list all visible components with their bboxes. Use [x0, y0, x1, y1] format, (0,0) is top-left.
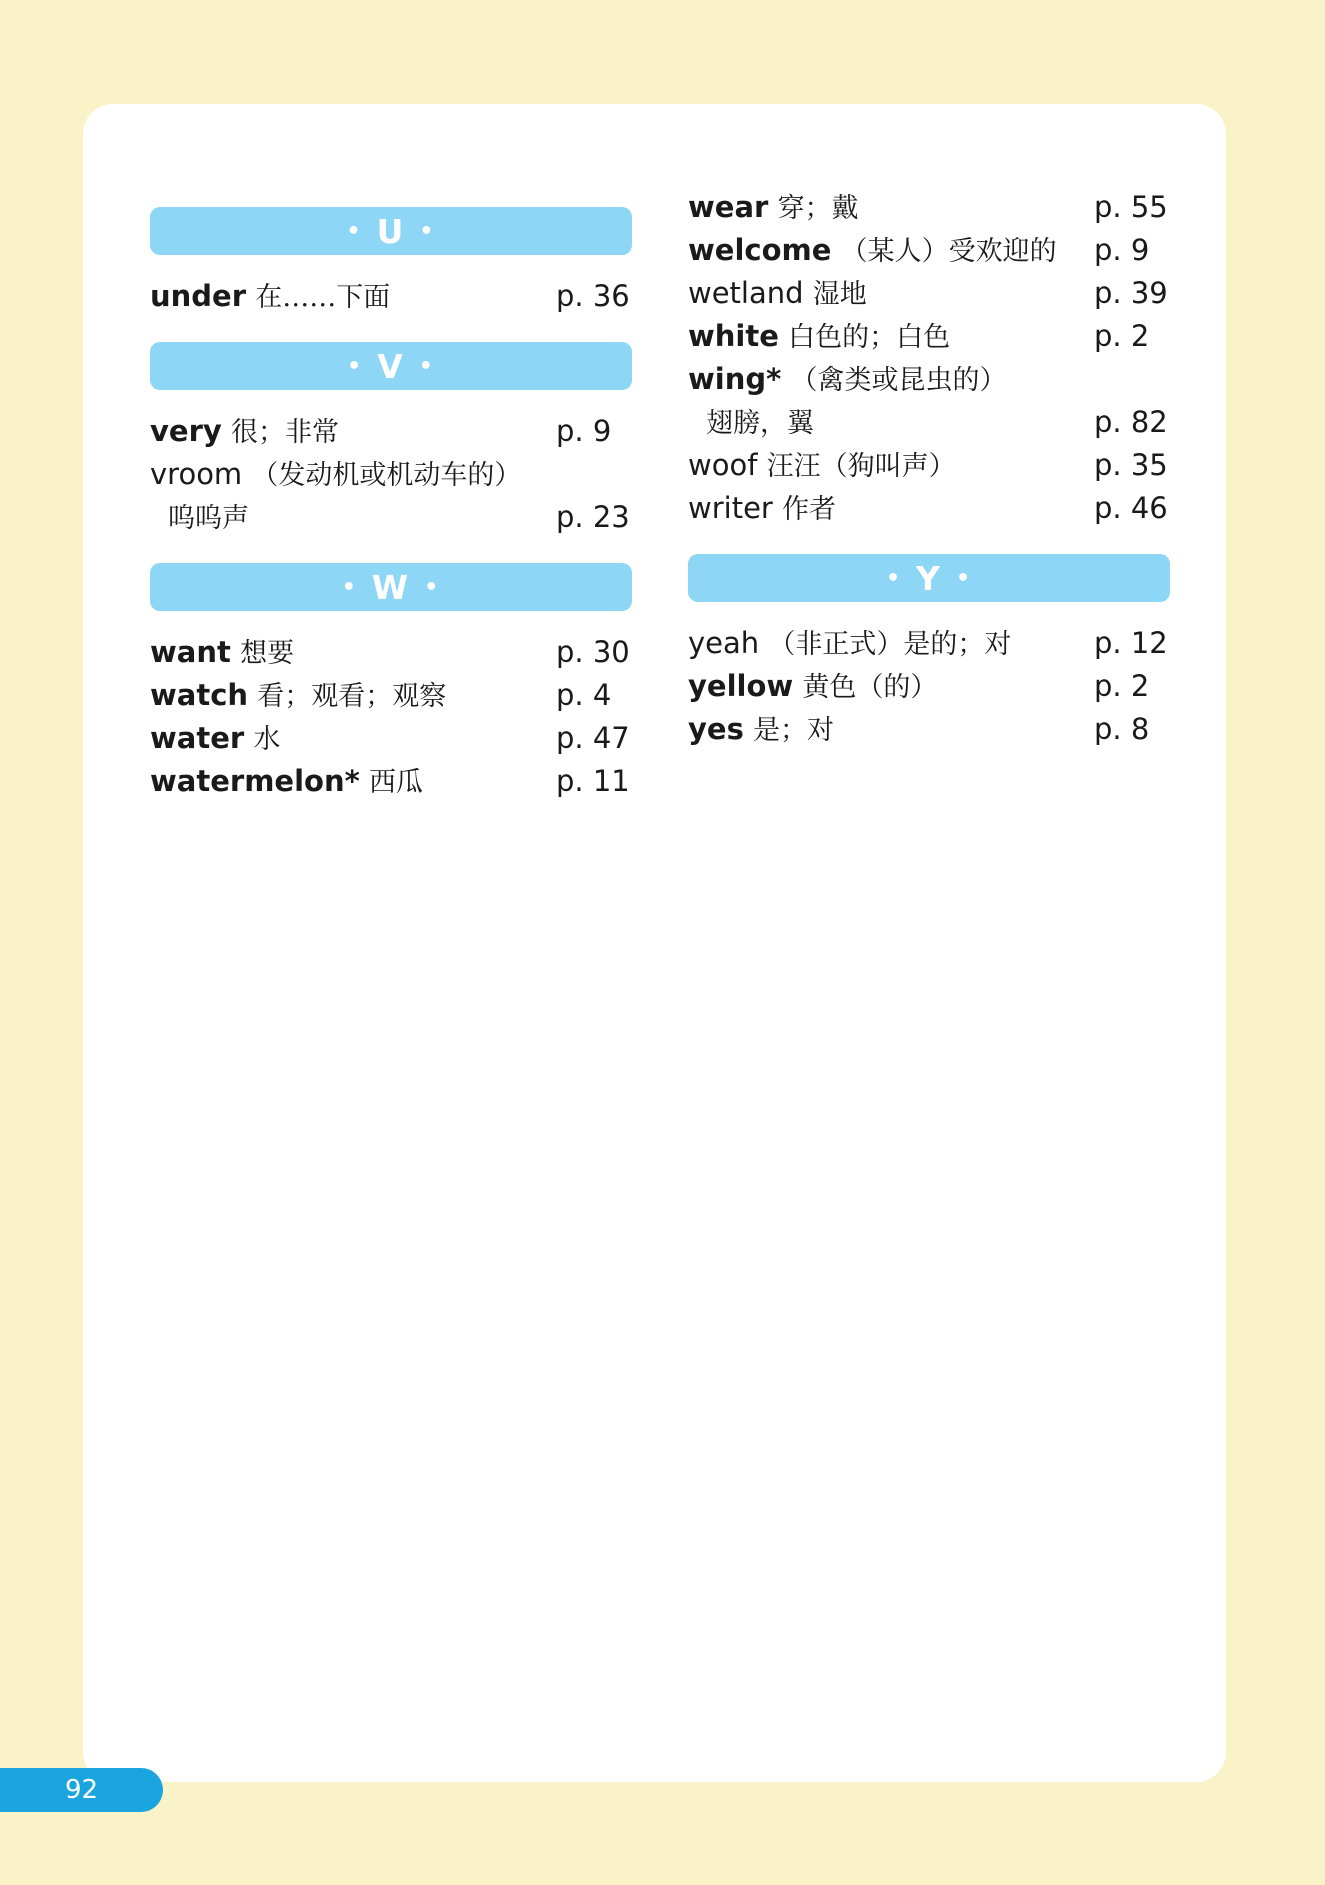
page-ref: p. 36	[556, 279, 630, 313]
dot-icon: •	[418, 353, 435, 379]
entry-vroom-continued	[150, 496, 632, 539]
gloss: （发动机或机动车的）	[251, 460, 522, 491]
headword: welcome	[688, 233, 832, 267]
dot-icon: •	[424, 574, 441, 600]
entry-very	[150, 410, 632, 453]
page-ref: p. 11	[556, 764, 630, 798]
gloss: （某人）受欢迎的	[840, 236, 1057, 267]
entry-want	[150, 631, 632, 674]
entry-yes	[688, 708, 1170, 751]
entry-yeah	[688, 622, 1170, 665]
entry-list	[150, 631, 632, 803]
headword: wetland	[688, 276, 804, 310]
gloss: 西瓜	[368, 767, 423, 798]
section-letter: V	[377, 346, 405, 386]
headword: wear	[688, 190, 769, 224]
section-letter: Y	[916, 558, 942, 598]
entry-water	[150, 717, 632, 760]
page-number-badge	[0, 1768, 163, 1812]
entry-white	[688, 315, 1170, 358]
dot-icon: •	[347, 353, 364, 379]
gloss: （禽类或昆虫的）	[790, 365, 1007, 396]
gloss: 白色的；白色	[788, 322, 951, 353]
entry-wing	[688, 358, 1170, 401]
gloss: 汪汪（狗叫声）	[766, 451, 956, 482]
headword: writer	[688, 491, 773, 525]
entry-list	[150, 275, 632, 318]
page-ref: p. 12	[1094, 626, 1168, 660]
dot-icon: •	[346, 218, 363, 244]
page-ref: p. 35	[1094, 448, 1168, 482]
page-ref: p. 8	[1094, 712, 1150, 746]
page-ref: p. 55	[1094, 190, 1168, 224]
section-header-w	[150, 563, 632, 611]
section-header-y	[688, 554, 1170, 602]
entry-writer	[688, 487, 1170, 530]
entry-list	[150, 410, 632, 539]
gloss: 水	[253, 724, 281, 755]
gloss: 很；非常	[231, 417, 339, 448]
entry-list	[688, 186, 1170, 530]
page-ref: p. 9	[556, 414, 612, 448]
entry-wing-continued	[688, 401, 1170, 444]
page-ref: p. 30	[556, 635, 630, 669]
page-number: 92	[64, 1775, 99, 1805]
page-ref: p. 9	[1094, 233, 1150, 267]
headword: woof	[688, 448, 758, 482]
gloss-continued: 呜呜声	[168, 503, 249, 534]
headword: yes	[688, 712, 744, 746]
section-header-u	[150, 207, 632, 255]
gloss: 看；观看；观察	[257, 681, 447, 712]
headword: white	[688, 319, 779, 353]
gloss: 在……下面	[255, 282, 391, 313]
section-letter: W	[371, 567, 411, 607]
entry-watch	[150, 674, 632, 717]
section-header-v	[150, 342, 632, 390]
headword: watermelon*	[150, 764, 360, 798]
headword: yellow	[688, 669, 794, 703]
headword: yeah	[688, 626, 760, 660]
section-letter: U	[376, 211, 406, 251]
gloss: 作者	[782, 494, 837, 525]
gloss-continued: 翅膀，翼	[706, 408, 814, 439]
page-ref: p. 2	[1094, 669, 1150, 703]
page-ref: p. 23	[556, 500, 630, 534]
entry-watermelon	[150, 760, 632, 803]
headword: under	[150, 279, 247, 313]
gloss: 湿地	[812, 279, 867, 310]
gloss: 想要	[240, 638, 295, 669]
page-ref: p. 39	[1094, 276, 1168, 310]
entry-vroom	[150, 453, 632, 496]
entry-welcome	[688, 229, 1170, 272]
dot-icon: •	[419, 218, 436, 244]
headword: very	[150, 414, 222, 448]
dot-icon: •	[955, 565, 973, 591]
headword: watch	[150, 678, 249, 712]
headword: want	[150, 635, 231, 669]
right-column	[688, 186, 1170, 751]
entry-yellow	[688, 665, 1170, 708]
left-column	[150, 207, 632, 803]
gloss: 黄色（的）	[802, 672, 938, 703]
page-ref: p. 46	[1094, 491, 1168, 525]
gloss: （非正式）是的；对	[768, 629, 1012, 660]
gloss: 是；对	[753, 715, 835, 746]
headword: water	[150, 721, 245, 755]
headword: vroom	[150, 457, 243, 491]
page-ref: p. 47	[556, 721, 630, 755]
page-ref: p. 2	[1094, 319, 1150, 353]
entry-wetland	[688, 272, 1170, 315]
entry-under	[150, 275, 632, 318]
headword: wing*	[688, 362, 782, 396]
page-ref: p. 82	[1094, 405, 1168, 439]
gloss: 穿；戴	[777, 193, 859, 224]
dot-icon: •	[885, 565, 903, 591]
entry-list	[688, 622, 1170, 751]
entry-woof	[688, 444, 1170, 487]
page-ref: p. 4	[556, 678, 612, 712]
dot-icon: •	[341, 574, 358, 600]
entry-wear	[688, 186, 1170, 229]
